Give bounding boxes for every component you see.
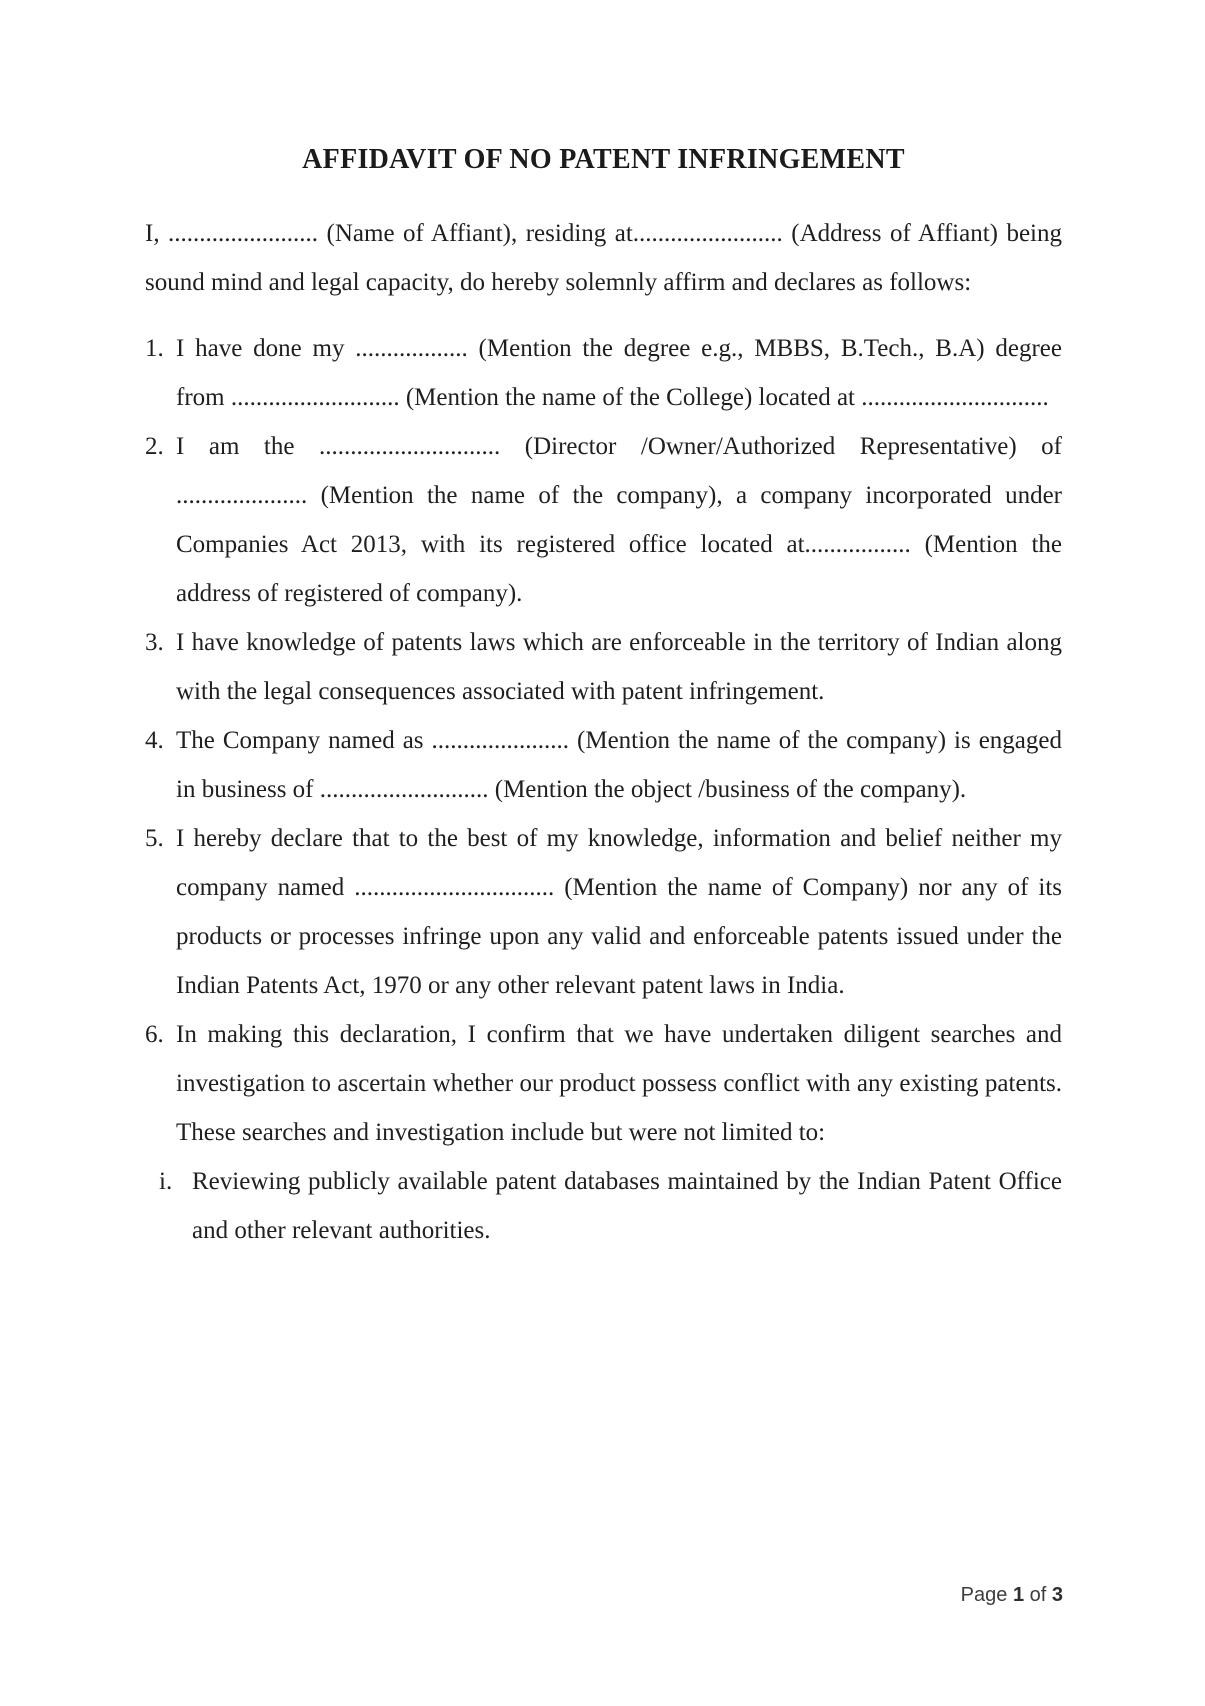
footer-of-label: of	[1029, 1584, 1047, 1606]
intro-paragraph: I, ........................ (Name of Affiant), residing at........................ (Address of Affiant) being sound mind and legal capacity, do hereby solemnly affirm and declares as follows:	[145, 220, 1062, 296]
list-item-6	[145, 1010, 1062, 1157]
list-item-2-number: 2.	[145, 433, 164, 460]
list-item-6-number: 6.	[145, 1021, 164, 1048]
list-item-5	[145, 814, 1062, 1010]
footer-page-number: 1	[1012, 1584, 1025, 1606]
sub-list-item-i-text: Reviewing publicly available patent databases maintained by the Indian Patent Office and other relevant authorities.	[192, 1168, 1062, 1244]
sub-list-item-i	[145, 1157, 1062, 1255]
list-item-3-number: 3.	[145, 629, 164, 656]
page-footer	[961, 1582, 1063, 1608]
list-item-5-text: I hereby declare that to the best of my knowledge, information and belief neither my company named ................................ (Mention the name of Company) nor any of its products or processes infringe upon any valid and enforceable patents issued under the Indian Patents Act, 1970 or any other relevant patent laws in India.	[176, 825, 1062, 999]
list-item-4-text: The Company named as ...................... (Mention the name of the company) is engaged in business of ........................... (Mention the object /business of the company).	[176, 727, 1062, 803]
list-item-4-number: 4.	[145, 727, 164, 754]
document-body	[145, 143, 1062, 1255]
list-item-1-text: I have done my .................. (Mention the degree e.g., MBBS, B.Tech., B.A) degree from ........................... (Mention the name of the College) located at ..............................	[176, 335, 1062, 411]
list-item-3	[145, 618, 1062, 716]
list-item-3-text: I have knowledge of patents laws which are enforceable in the territory of Indian along with the legal consequences associated with patent infringement.	[176, 629, 1062, 705]
list-item-2-text: I am the ............................. (Director /Owner/Authorized Representative) of ..................... (Mention the name of the company), a company incorporated under Companies Act 2013, with its registered office located at................. (Mention the address of registered of company).	[176, 433, 1062, 607]
list-item-6-text: In making this declaration, I confirm that we have undertaken diligent searches and investigation to ascertain whether our product possess conflict with any existing patents. These searches and investigation include but were not limited to:	[176, 1021, 1062, 1146]
list-item-1	[145, 324, 1062, 422]
list-item-5-number: 5.	[145, 825, 164, 852]
list-item-1-number: 1.	[145, 335, 164, 362]
list-item-2	[145, 422, 1062, 618]
footer-page-label: Page	[960, 1584, 1008, 1606]
list-item-4	[145, 716, 1062, 814]
footer-total-pages: 3	[1051, 1584, 1063, 1606]
document-title: AFFIDAVIT OF NO PATENT INFRINGEMENT	[302, 144, 905, 175]
sub-list-item-i-marker: i.	[159, 1168, 173, 1195]
